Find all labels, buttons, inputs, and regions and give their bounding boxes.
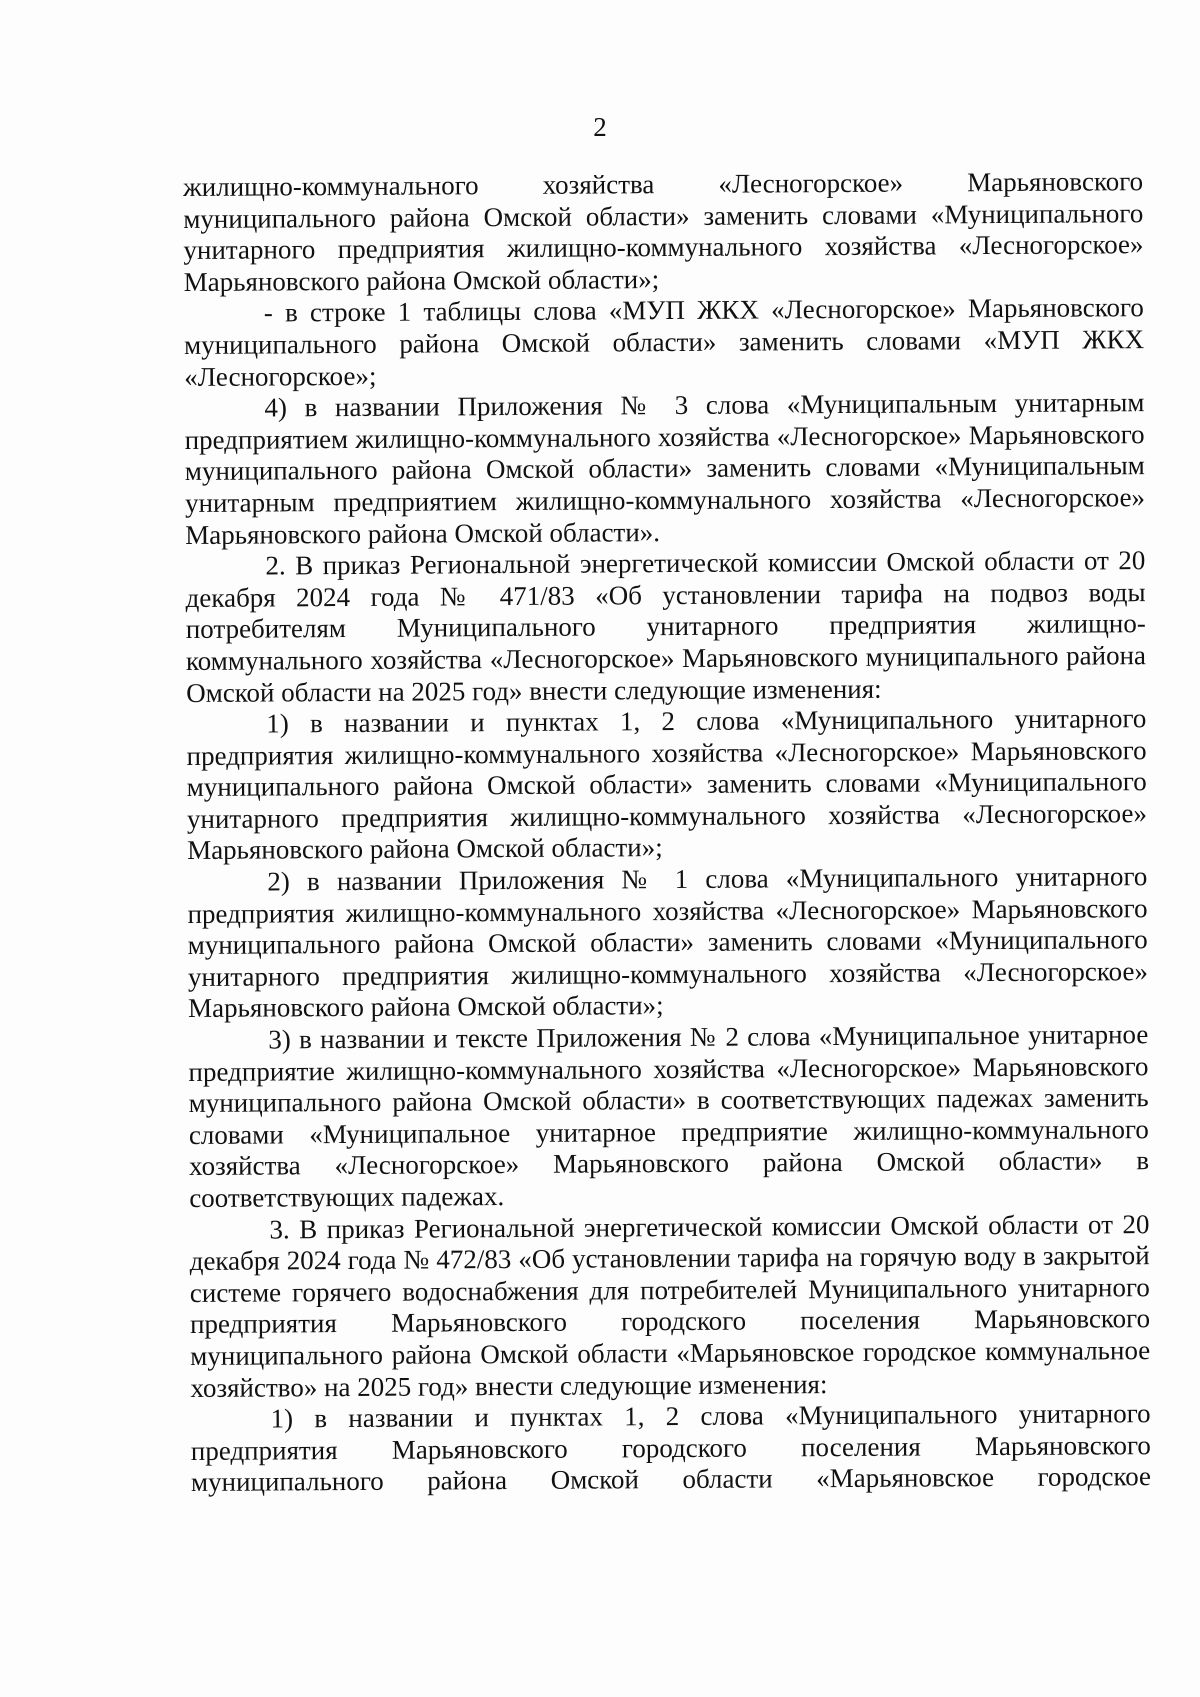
paragraph-section-3: 3. В приказ Региональной энергетической комиссии Омской области от 20 декабря 2024 года № 472/83 «Об установлении тарифа на горячую воду в закрытой системе горячего водоснабжения для потребителей Муниципального унитарного предприятия Марьяновского городского поселения Марьяновского муниципального района Омской области «Марьяновское городское коммунальное хозяйство» на 2025 год» внести следующие изменения:	[189, 1208, 1151, 1403]
paragraph-section-2: 2. В приказ Региональной энергетической комиссии Омской области от 20 декабря 2024 года № 471/83 «Об установлении тарифа на подвоз воды потребителям Муниципального унитарного предприятия жилищно-коммунального хозяйства «Лесногорское» Марьяновского муниципального района Омской области на 2025 год» внести следующие изменения:	[185, 545, 1147, 708]
paragraph-section-2-item-2: 2) в названии Приложения № 1 слова «Муниципального унитарного предприятия жилищно-коммунального хозяйства «Лесногорское» Марьяновского муниципального района Омской области» заменить словами «Муниципального унитарного предприятия жилищно-коммунального хозяйства «Лесногорское» Марьяновского района Омской области»;	[187, 861, 1148, 1024]
document-body	[183, 166, 1151, 1499]
paragraph-continuation: жилищно-коммунального хозяйства «Лесногорское» Марьяновского муниципального района Омской области» заменить словами «Муниципального унитарного предприятия жилищно-коммунального хозяйства «Лесногорское» Марьяновского района Омской области»;	[183, 166, 1144, 297]
paragraph-section-2-item-1: 1) в названии и пунктах 1, 2 слова «Муниципального унитарного предприятия жилищно-коммунального хозяйства «Лесногорское» Марьяновского муниципального района Омской области» заменить словами «Муниципального унитарного предприятия жилищно-коммунального хозяйства «Лесногорское» Марьяновского района Омской области»;	[186, 703, 1148, 866]
paragraph-section-2-item-3: 3) в названии и тексте Приложения № 2 слова «Муниципальное унитарное предприятие жилищно-коммунального хозяйства «Лесногорское» Марьяновского муниципального района Омской области» в соответствующих падежах заменить словами «Муниципальное унитарное предприятие жилищно-коммунального хозяйства «Лесногорское» Марьяновского района Омской области» в соответствующих падежах.	[188, 1019, 1150, 1213]
page-number: 2	[593, 112, 607, 142]
paragraph-table-row-change: - в строке 1 таблицы слова «МУП ЖКХ «Лесногорское» Марьяновского муниципального района Омской области» заменить словами «МУП ЖКХ «Лесногорское»;	[183, 292, 1145, 392]
paragraph-item-4: 4) в названии Приложения № 3 слова «Муниципальным унитарным предприятием жилищно-коммунального хозяйства «Лесногорское» Марьяновского муниципального района Омской области» заменить словами «Муниципальным унитарным предприятием жилищно-коммунального хозяйства «Лесногорское» Марьяновского района Омской области».	[184, 387, 1146, 550]
paragraph-section-3-item-1: 1) в названии и пунктах 1, 2 слова «Муниципального унитарного предприятия Марьяновского городского поселения Марьяновского муниципального района Омской области «Марьяновское городское	[190, 1398, 1152, 1498]
